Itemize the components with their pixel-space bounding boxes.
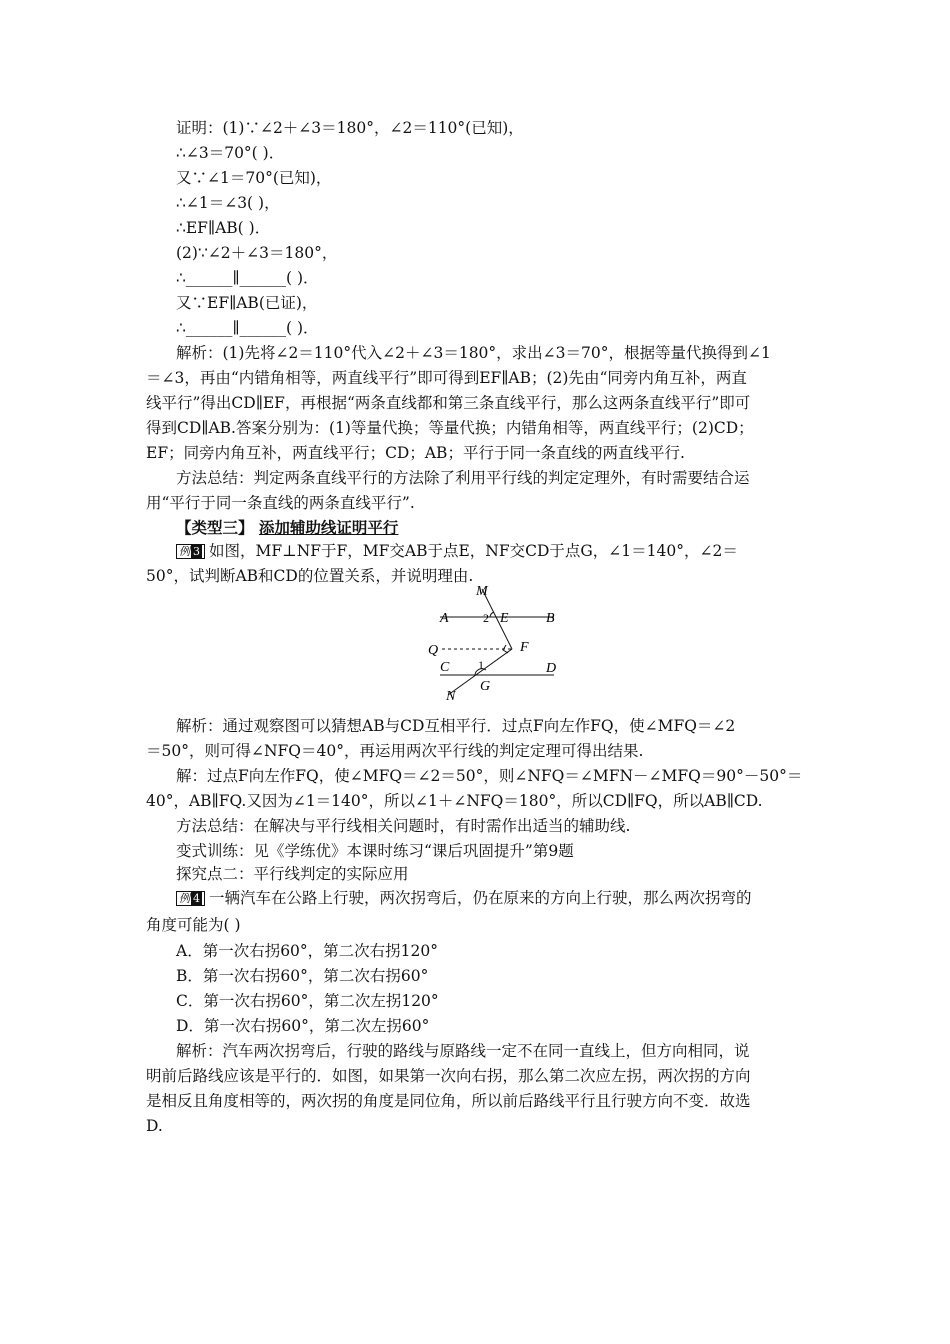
option-c: C．第一次右拐60°，第二次左拐120°	[176, 992, 439, 1010]
example4-line-1	[176, 888, 752, 908]
example3-badge-text: 例	[179, 545, 190, 558]
label-e: E	[500, 611, 509, 626]
label-angle-1: 1	[478, 658, 484, 672]
example4-line-2: 角度可能为( )	[146, 916, 241, 934]
analysis3-line-2: ＝50°，则可得∠NFQ＝40°，再运用两次平行线的判定定理可得出结果.	[146, 742, 644, 760]
option-d: D．第一次右拐60°，第二次左拐60°	[176, 1017, 430, 1035]
analysis1-line-1: 解析：(1)先将∠2＝110°代入∠2＋∠3＝180°，求出∠3＝70°，根据等量代换得到∠1	[176, 344, 771, 362]
example3-badge-number: 3	[193, 545, 200, 558]
option-b: B．第一次右拐60°，第二次右拐60°	[176, 967, 429, 985]
proof-line-7: ∴______∥______( )．	[176, 269, 319, 287]
proof-line-4: ∴∠1＝∠3( )，	[176, 194, 280, 212]
analysis1-line-3: 线平行”得出CD∥EF，再根据“两条直线都和第三条直线平行，那么这两条直线平行”即可	[146, 394, 751, 412]
proof-line-6: (2)∵∠2＋∠3＝180°，	[176, 244, 338, 262]
proof-line-5: ∴EF∥AB( )．	[176, 219, 271, 237]
solution3-line-1: 解：过点F向左作FQ，使∠MFQ＝∠2＝50°，则∠NFQ＝∠MFN－∠MFQ＝90°－50°＝	[176, 767, 803, 785]
variant-training-line: 变式训练：见《学练优》本课时练习“课后巩固提升”第9题	[176, 842, 574, 860]
type3-bracket: 【类型三】	[176, 518, 254, 537]
example3-line-1	[176, 541, 738, 561]
example3-text-1: 如图，MF⊥NF于F，MF交AB于点E，NF交CD于点G，∠1＝140°，∠2＝	[209, 542, 738, 560]
example3-line-2: 50°，试判断AB和CD的位置关系，并说明理由.	[146, 567, 474, 585]
proof-line-8: 又∵EF∥AB(已证)，	[176, 294, 318, 312]
analysis1-line-5: EF；同旁内角互补，两直线平行；CD；AB；平行于同一条直线的两直线平行.	[146, 444, 685, 462]
proof-line-3: 又∵∠1＝70°(已知)，	[176, 169, 332, 187]
label-f: F	[520, 640, 529, 655]
proof-line-9: ∴______∥______( )．	[176, 319, 319, 337]
option-a: A．第一次右拐60°，第二次右拐120°	[176, 942, 439, 960]
example4-text-1: 一辆汽车在公路上行驶，两次拐弯后，仍在原来的方向上行驶，那么两次拐弯的	[209, 889, 752, 907]
solution3-line-2: 40°，AB∥FQ.又因为∠1＝140°，所以∠1＋∠NFQ＝180°，所以CD∥FQ，所以AB∥CD.	[146, 792, 763, 810]
label-g: G	[480, 679, 491, 694]
label-n: N	[446, 689, 456, 703]
explore-point-2: 探究点二：平行线判定的实际应用	[176, 865, 409, 883]
label-b: B	[546, 611, 555, 626]
analysis3-line-1: 解析：通过观察图可以猜想AB与CD互相平行．过点F向左作FQ，使∠MFQ＝∠2	[176, 717, 736, 735]
angle-2-arc	[490, 612, 494, 617]
label-a: A	[440, 611, 449, 626]
analysis4-line-3: 是相反且角度相等的，两次拐的角度是同位角，所以前后路线平行且行驶方向不变．故选	[146, 1092, 751, 1110]
label-m: M	[476, 584, 488, 599]
method3-line: 方法总结：在解决与平行线相关问题时，有时需作出适当的辅助线.	[176, 817, 631, 835]
example4-badge-text: 例	[179, 892, 190, 905]
label-c: C	[440, 660, 450, 675]
proof-line-2: ∴∠3＝70°( )．	[176, 144, 285, 162]
label-q: Q	[428, 643, 439, 658]
example4-badge-number: 4	[193, 892, 200, 905]
label-angle-2: 2	[483, 611, 489, 625]
proof-line-1: 证明：(1)∵∠2＋∠3＝180°，∠2＝110°(已知)，	[176, 119, 524, 137]
type3-title: 添加辅助线证明平行	[258, 518, 399, 537]
analysis4-line-2: 明前后路线应该是平行的．如图，如果第一次向右拐，那么第二次应左拐，两次拐的方向	[146, 1067, 751, 1085]
analysis1-line-4: 得到CD∥AB.答案分别为：(1)等量代换；等量代换；内错角相等，两直线平行；(2)CD；	[146, 419, 754, 437]
example3-badge	[176, 544, 205, 559]
type3-heading	[176, 518, 398, 538]
analysis1-line-2: ＝∠3，再由“内错角相等，两直线平行”即可得到EF∥AB；(2)先由“同旁内角互补，两直	[146, 369, 747, 387]
geometry-figure	[420, 583, 570, 703]
example4-badge	[176, 891, 205, 906]
analysis4-line-1: 解析：汽车两次拐弯后，行驶的路线与原路线一定不在同一直线上，但方向相同，说	[176, 1042, 750, 1060]
method1-line-1: 方法总结：判定两条直线平行的方法除了利用平行线的判定定理外，有时需要结合运	[176, 469, 750, 487]
analysis4-line-4: D.	[146, 1117, 163, 1135]
method1-line-2: 用“平行于同一条直线的两条直线平行”.	[146, 494, 415, 512]
label-d: D	[546, 661, 557, 676]
